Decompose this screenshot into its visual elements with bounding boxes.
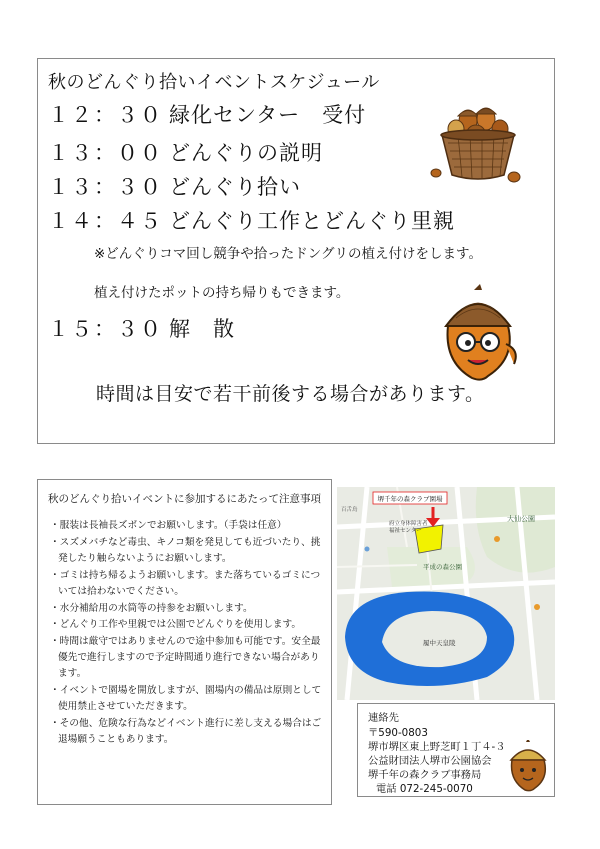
schedule-desc: どんぐり工作とどんぐり里親: [169, 209, 455, 233]
schedule-desc: どんぐり拾い: [169, 175, 301, 199]
schedule-time: １３：３０: [48, 175, 163, 199]
map-label-venue: 堺千年の森クラブ園場: [377, 495, 443, 503]
map-label-tomb: 履中天皇陵: [423, 639, 456, 647]
contact-box: [357, 703, 555, 797]
map-label-daisen: 大仙公園: [507, 515, 535, 523]
schedule-note: ※どんぐりコマ回し競争や拾ったドングリの植え付けをします。: [94, 246, 482, 262]
schedule-row: [48, 99, 366, 129]
schedule-title: 秋のどんぐり拾いイベントスケジュール: [48, 72, 380, 93]
contact-address: 堺市堺区東上野芝町１丁４-３: [368, 741, 506, 753]
notice-item: ・どんぐり工作や里親では公園でどんぐりを使用します。: [50, 619, 302, 631]
schedule-row: [48, 313, 235, 343]
schedule-time: １４：４５: [48, 209, 163, 233]
notice-title: 秋のどんぐり拾いイベントに参加するにあたって注意事項: [48, 493, 321, 505]
notice-item: ・水分補給用の水筒等の持参をお願いします。: [50, 602, 253, 614]
notice-item: ・服装は長袖長ズボンでお願いします。（手袋は任意）: [50, 520, 287, 531]
schedule-note: 植え付けたポットの持ち帰りもできます。: [94, 285, 350, 301]
map-label-center-1: 府立身体障害者: [389, 521, 428, 527]
notice-item: ・ゴミは持ち帰るようお願いします。また落ちているゴミについては拾わないでください。: [50, 569, 321, 597]
contact-postal: 〒590-0803: [368, 727, 428, 739]
schedule-desc: 緑化センター 受付: [169, 103, 367, 127]
map-label-park: 平成の森公園: [423, 563, 462, 571]
notice-item: ・スズメバチなど毒虫、キノコ類を発見しても近づいたり、挑発したり触らないようにお願いします。: [50, 536, 321, 564]
schedule-time: １３：００: [48, 141, 163, 165]
contact-org: 公益財団法人堺市公園協会: [368, 755, 492, 767]
schedule-time: １５：３０: [48, 317, 163, 341]
schedule-desc: どんぐりの説明: [169, 141, 323, 165]
schedule-time: １２：３０: [48, 103, 163, 127]
location-map: [337, 487, 555, 700]
contact-phone: 電話 072-245-0070: [376, 783, 473, 795]
schedule-row: [48, 205, 455, 235]
schedule-row: [48, 137, 323, 167]
notice-item: ・その他、危険な行為などイベント進行に差し支える場合はご退場願うこともあります。: [50, 717, 322, 746]
acorn-basket-illustration: [428, 89, 528, 189]
notice-list: [50, 518, 322, 749]
notice-box: [37, 479, 332, 805]
notice-item: ・イベントで園場を開放しますが、園場内の備品は原則として使用禁止させていただきます。: [50, 685, 322, 713]
schedule-box: [37, 58, 555, 444]
schedule-desc: 解 散: [169, 317, 235, 341]
schedule-row: [48, 171, 301, 201]
acorn-character-icon: [505, 740, 551, 792]
notice-item: ・時間は厳守ではありませんので途中参加も可能です。安全最優先で進行しますので予定時間通り進行できない場合があります。: [50, 635, 321, 680]
contact-heading: 連絡先: [368, 712, 399, 724]
schedule-footnote: 時間は目安で若干前後する場合があります。: [96, 383, 485, 405]
contact-office: 堺千年の森クラブ事務局: [368, 769, 482, 781]
acorn-mascot-illustration: [428, 284, 528, 384]
map-label-station: 百舌鳥: [341, 507, 358, 513]
map-label-center-2: 福祉センター: [389, 528, 422, 534]
